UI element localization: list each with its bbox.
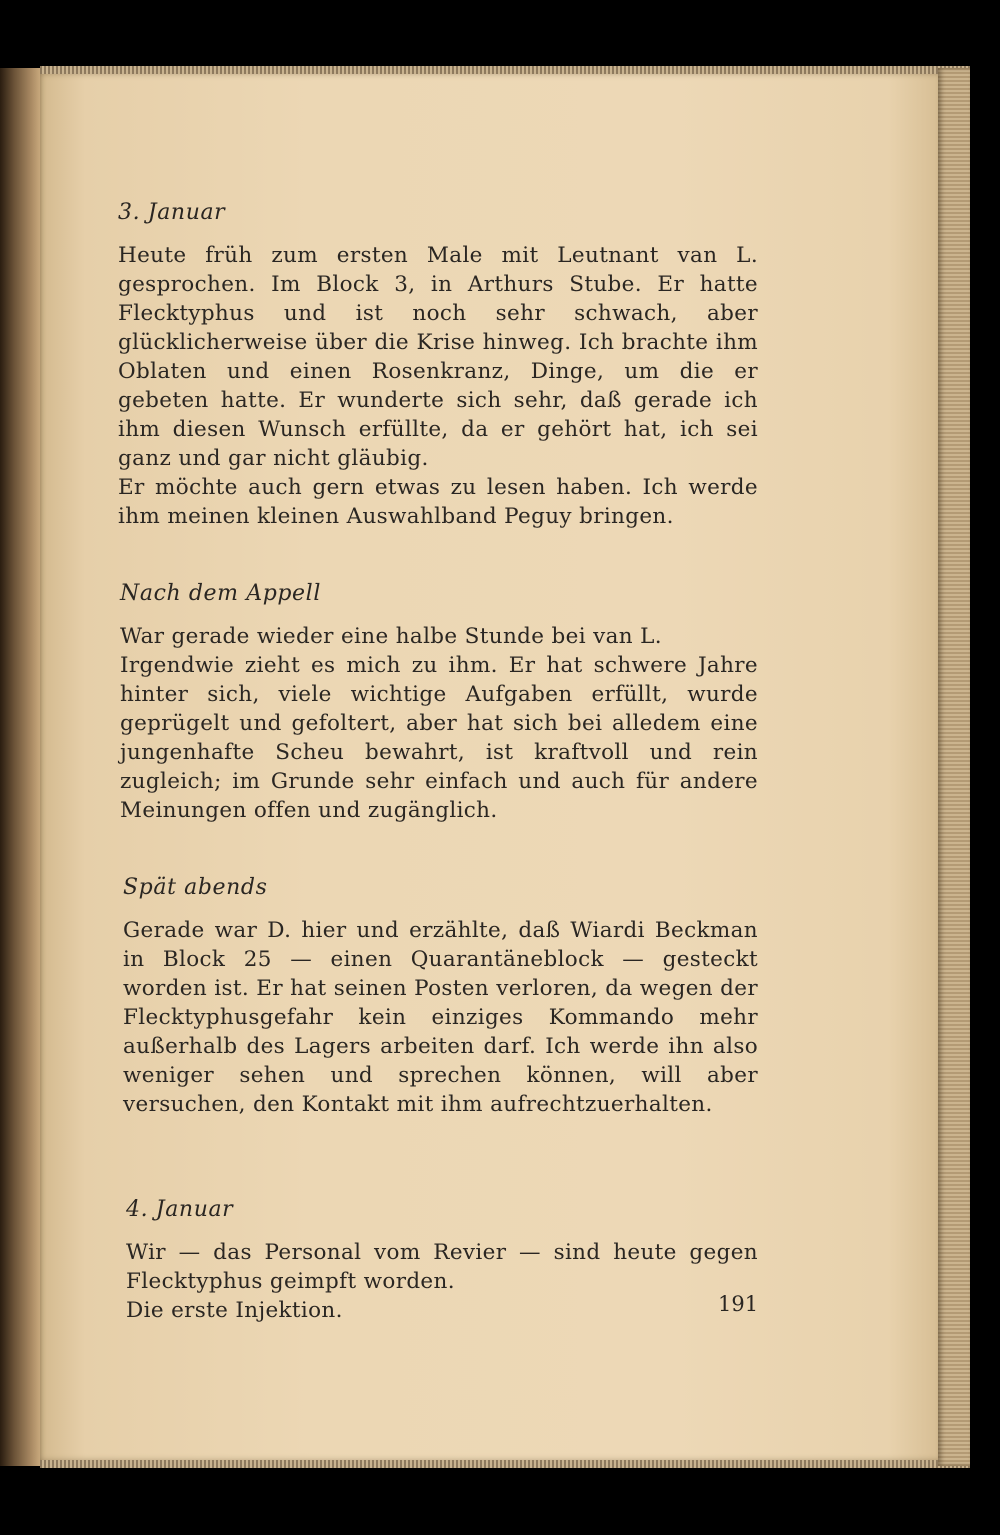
paragraph: Heute früh zum ersten Male mit Leutnant van L. gesprochen. Im Block 3, in Arthurs Stube. Er hatte Flecktyphus und ist noch sehr schwach, aber glücklicherweise über die Krise hinweg. Ich brachte ihm Oblaten und einen Rosenkranz, Dinge, um die er gebeten hatte. Er wunderte sich sehr, daß gerade ich ihm diesen Wunsch erfüllte, da er gehört hat, ich sei ganz und gar nicht gläubig. [118, 243, 758, 471]
paragraph: Die erste Injektion. [126, 1298, 343, 1323]
entry-heading: 3. Januar [118, 200, 226, 225]
book-spine-left [0, 68, 40, 1466]
page-number: 191 [718, 1292, 759, 1316]
entry-heading: 4. Januar [126, 1197, 234, 1222]
entry-heading: Nach dem Appell [120, 581, 321, 606]
book-cover-cloth-right [938, 68, 970, 1466]
paragraph: Wir — das Personal vom Revier — sind heute gegen Flecktyphus geimpft worden. [126, 1240, 758, 1294]
paragraph: Er möchte auch gern etwas zu lesen haben. Ich werde ihm meinen kleinen Auswahlband Peguy bringen. [118, 475, 758, 529]
page-text [118, 198, 758, 1325]
paragraph: War gerade wieder eine halbe Stunde bei van L. [120, 624, 662, 649]
page-edge-top [40, 66, 970, 74]
entry-heading: Spät abends [123, 875, 268, 900]
paragraph: Gerade war D. hier und erzählte, daß Wiardi Beckman in Block 25 — einen Quarantäneblock — gesteckt worden ist. Er hat seinen Posten verloren, da wegen der Flecktyphusgefahr kein einziges Kommando mehr außerhalb des Lagers arbeiten darf. Ich werde ihn also weniger sehen und sprechen können, will aber versuchen, den Kontakt mit ihm aufrechtzuerhalten. [123, 918, 758, 1117]
paragraph: Irgendwie zieht es mich zu ihm. Er hat schwere Jahre hinter sich, viele wichtige Aufgaben erfüllt, wurde geprügelt und gefoltert, aber hat sich bei alledem eine jungenhafte Scheu bewahrt, ist kraftvoll und rein zugleich; im Grunde sehr einfach und auch für andere Meinungen offen und zugänglich. [120, 653, 758, 823]
page-edge-bottom [40, 1460, 970, 1468]
